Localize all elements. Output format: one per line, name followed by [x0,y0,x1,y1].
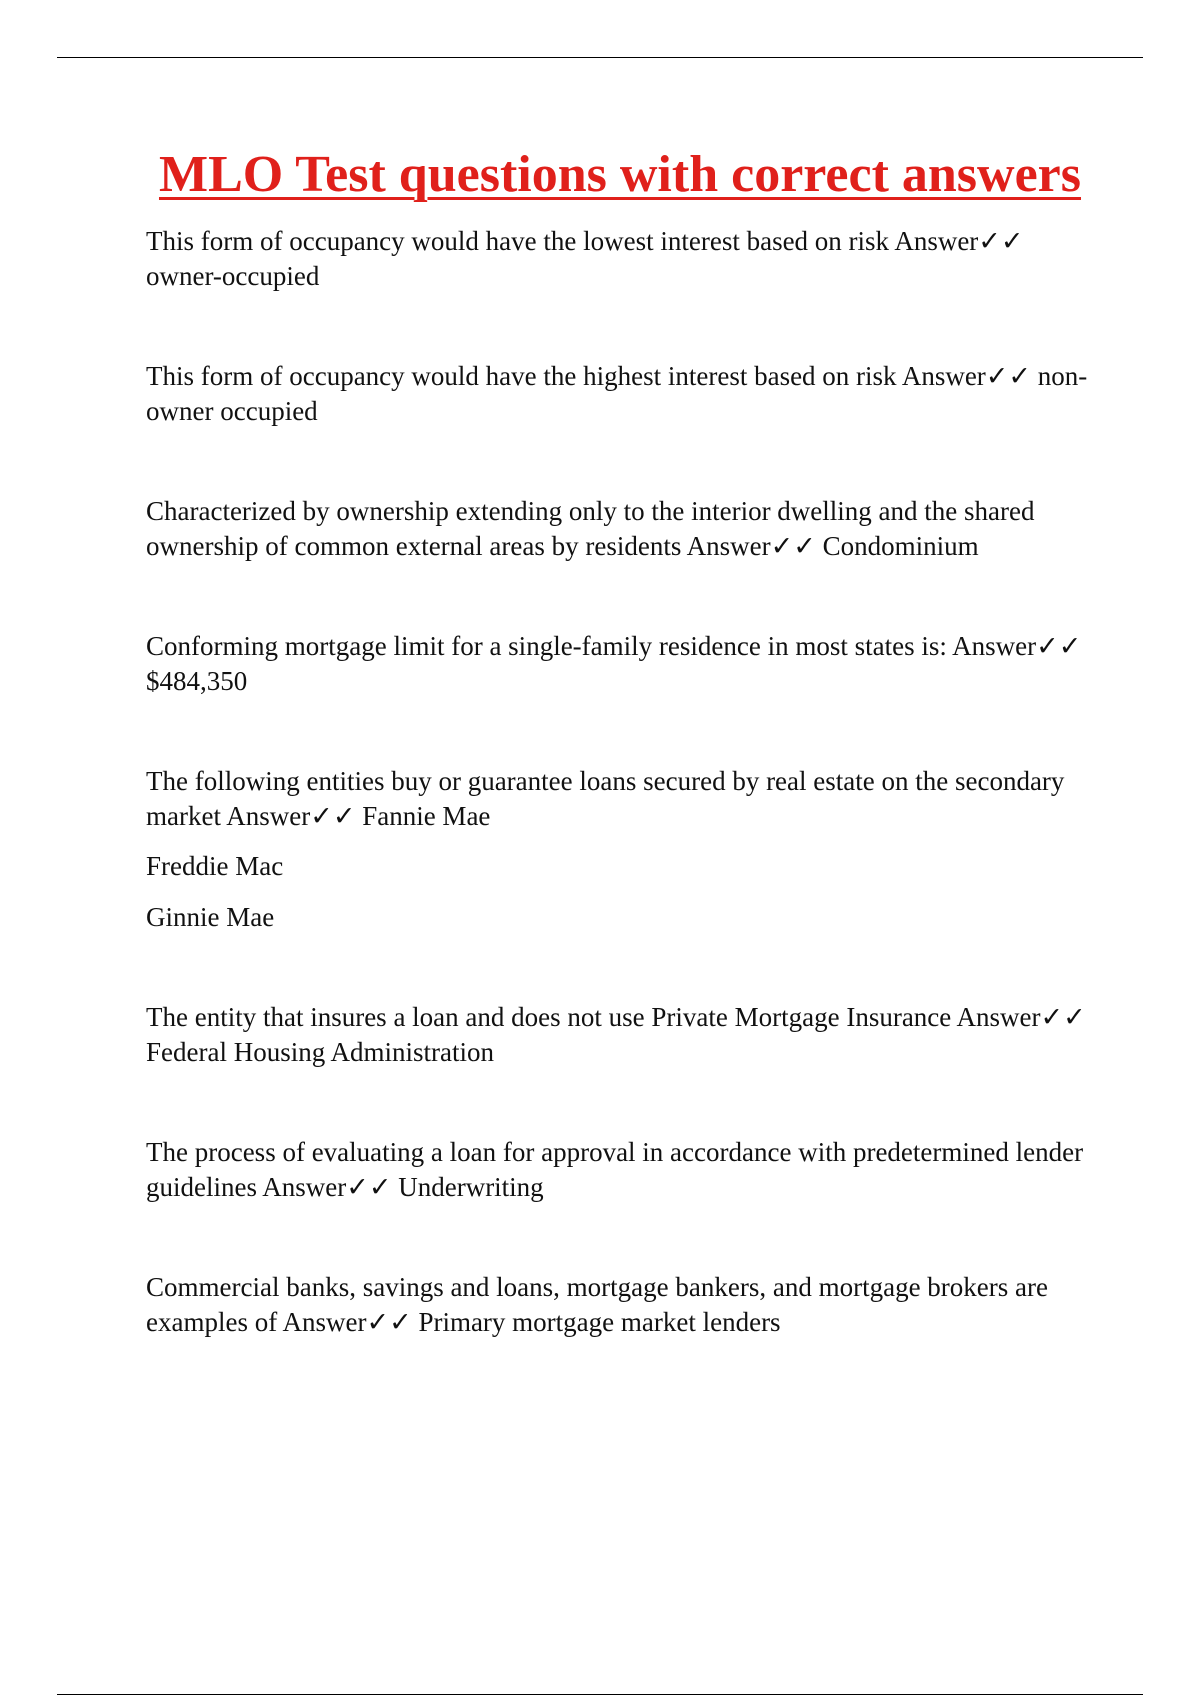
qa-text: The following entities buy or guarantee loans secured by real estate on the secondary market Answer✓✓ Fannie Mae [146,766,1065,831]
qa-item [146,764,1102,934]
qa-item [146,359,1102,428]
qa-text: The entity that insures a loan and does not use Private Mortgage Insurance Answer✓✓ Federal Housing Administration [146,1002,1086,1067]
qa-item [146,494,1102,563]
qa-item [146,1000,1102,1069]
qa-text: This form of occupancy would have the lowest interest based on risk Answer✓✓ owner-occupied [146,226,1024,291]
qa-text: Commercial banks, savings and loans, mortgage bankers, and mortgage brokers are examples of Answer✓✓ Primary mortgage market lenders [146,1272,1048,1337]
qa-answer-line: Freddie Mac [146,851,284,881]
qa-answer-line: Ginnie Mae [146,901,275,932]
qa-item [146,1135,1102,1204]
qa-item [146,224,1102,293]
header-rule [57,57,1143,58]
qa-text: Characterized by ownership extending only to the interior dwelling and the shared ownership of common external areas by residents Answer✓✓ Condominium [146,496,1035,561]
document-title: MLO Test questions with correct answers [158,146,1081,203]
qa-text: The process of evaluating a loan for approval in accordance with predetermined lender guidelines Answer✓✓ Underwriting [146,1137,1084,1202]
qa-list [146,224,1102,1405]
qa-item [146,629,1102,698]
footer-rule [57,1694,1143,1695]
qa-item [146,1270,1102,1339]
qa-text: This form of occupancy would have the highest interest based on risk Answer✓✓ non-owner occupied [146,361,1088,426]
qa-text: Conforming mortgage limit for a single-family residence in most states is: Answer✓✓ $484,350 [146,631,1082,696]
